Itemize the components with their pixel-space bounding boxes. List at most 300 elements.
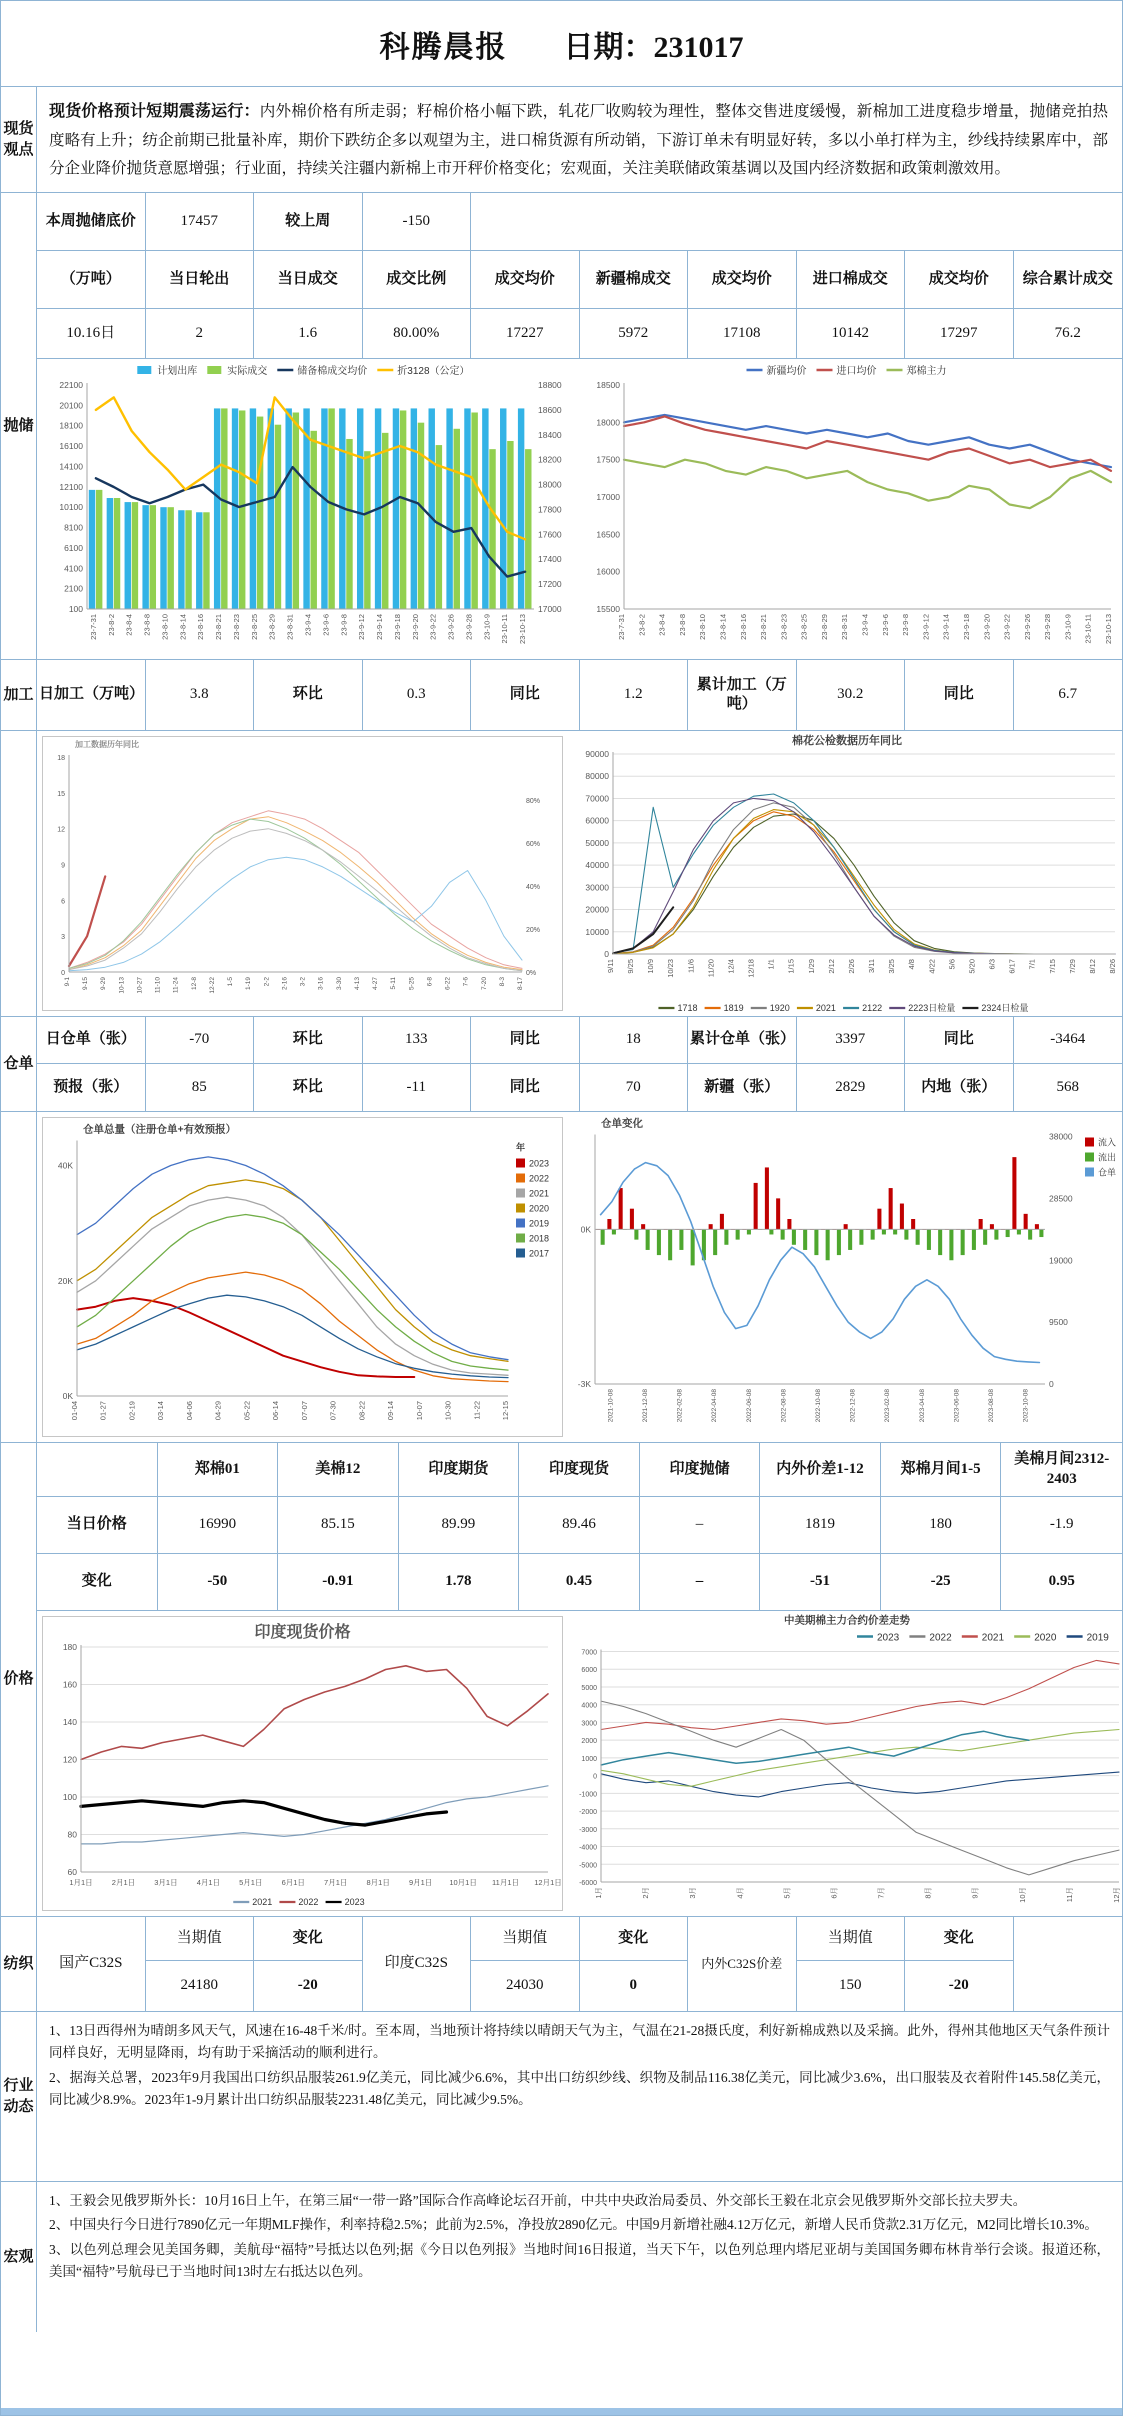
svg-text:2021-10-08: 2021-10-08 <box>607 1389 615 1423</box>
section-macro-news <box>1 2182 1122 2332</box>
price-col-india-reserve: 印度抛储 <box>640 1443 761 1496</box>
price-today-zc-spread: 180 <box>881 1497 1002 1553</box>
svg-text:储备棉成交均价: 储备棉成交均价 <box>297 366 368 378</box>
svg-text:04-06: 04-06 <box>184 1401 194 1421</box>
svg-text:23-8-4: 23-8-4 <box>124 614 134 636</box>
svg-text:10-13: 10-13 <box>118 977 126 994</box>
svg-text:03-14: 03-14 <box>156 1401 166 1421</box>
svg-text:23-9-4: 23-9-4 <box>860 614 870 636</box>
price-col-blank <box>37 1443 158 1496</box>
svg-text:20100: 20100 <box>59 400 83 411</box>
svg-text:08-22: 08-22 <box>357 1401 367 1421</box>
reserve-col-traded: 当日成交 <box>254 251 363 308</box>
price-change-us-spread: 0.95 <box>1048 1573 1075 1590</box>
c32s-spread-label: 内外C32S价差 <box>688 1917 797 2011</box>
daily-receipt-label: 日仓单（张） <box>37 1017 146 1063</box>
cumulative-receipt-value: 3397 <box>797 1017 906 1063</box>
price-col-zc-spread-1-5: 郑棉月间1-5 <box>881 1443 1002 1496</box>
processing-data-row <box>37 660 1122 730</box>
reserve-col-xj-avgprice: 成交均价 <box>688 251 797 308</box>
svg-text:14100: 14100 <box>59 461 83 472</box>
svg-text:2021: 2021 <box>981 1632 1005 1644</box>
svg-text:新疆均价: 新疆均价 <box>766 366 807 378</box>
page-bottom-bar <box>1 2408 1122 2415</box>
section-warehouse-receipts <box>1 1017 1122 1112</box>
svg-text:2018: 2018 <box>529 1233 550 1244</box>
svg-text:9: 9 <box>61 862 65 870</box>
forecast-yoy-label: 同比 <box>471 1064 580 1111</box>
svg-text:2021-12-08: 2021-12-08 <box>641 1389 649 1423</box>
price-change-zc01: -50 <box>158 1554 279 1610</box>
section-industry-news <box>1 2012 1122 2182</box>
svg-text:23-8-25: 23-8-25 <box>799 614 809 640</box>
receipt-mom-value: 133 <box>363 1017 472 1063</box>
warehouse-row-1 <box>37 1017 1122 1064</box>
svg-text:2022-02-08: 2022-02-08 <box>676 1389 684 1423</box>
svg-text:9-29: 9-29 <box>100 977 108 991</box>
svg-text:6-8: 6-8 <box>426 977 434 987</box>
svg-text:17400: 17400 <box>538 554 562 565</box>
india-spot-price-chart <box>42 1616 563 1911</box>
svg-text:2223日检量: 2223日检量 <box>908 1003 956 1014</box>
macro-news-item: 1、王毅会见俄罗斯外长：10月16日上午，在第三届“一带一路”国际合作高峰论坛召开前，中共中央政治局委员、外交部长王毅在北京会见俄罗斯外交部长拉夫罗夫。 <box>49 2193 1027 2209</box>
svg-text:10000: 10000 <box>585 926 609 937</box>
svg-text:10月: 10月 <box>1017 1887 1027 1903</box>
textile-empty-cell <box>1014 1917 1123 2011</box>
svg-text:17000: 17000 <box>538 604 562 615</box>
svg-text:30000: 30000 <box>585 882 609 893</box>
svg-text:8-17: 8-17 <box>517 977 524 991</box>
price-table-header-row <box>37 1443 1122 1497</box>
section-textile <box>1 1917 1122 2012</box>
svg-text:23-8-25: 23-8-25 <box>249 614 259 640</box>
svg-text:9月1日: 9月1日 <box>408 1878 433 1888</box>
svg-text:2023-02-08: 2023-02-08 <box>884 1389 892 1423</box>
india-c32s-change-label: 变化 <box>580 1917 688 1961</box>
reserve-wow-value: -150 <box>363 193 472 250</box>
svg-text:23-9-20: 23-9-20 <box>410 614 420 640</box>
price-today-us12: 85.15 <box>278 1497 399 1553</box>
svg-text:2023-08-08: 2023-08-08 <box>988 1389 996 1423</box>
textile-section-label: 纺织 <box>1 1917 37 2011</box>
textile-data-row <box>37 1917 1122 2011</box>
svg-text:-3K: -3K <box>577 1379 591 1390</box>
c32s-spread-current-label: 当期值 <box>797 1917 905 1961</box>
svg-text:3/11: 3/11 <box>867 959 877 974</box>
svg-text:40000: 40000 <box>585 860 609 871</box>
svg-text:23-9-22: 23-9-22 <box>1002 614 1012 640</box>
india-c32s-current-label: 当期值 <box>471 1917 579 1961</box>
processing-mom-label: 环比 <box>254 660 363 730</box>
price-today-india-reserve: – <box>640 1497 761 1553</box>
c32s-spread-change-value: -20 <box>948 1976 969 1993</box>
svg-text:计划出库: 计划出库 <box>157 366 198 378</box>
svg-text:3: 3 <box>61 934 65 942</box>
svg-text:23-9-22: 23-9-22 <box>428 614 438 640</box>
svg-text:1819: 1819 <box>723 1003 744 1014</box>
price-col-us-spread: 美棉月间2312-2403 <box>1014 1451 1110 1487</box>
svg-text:23-8-14: 23-8-14 <box>178 614 188 640</box>
price-today-india-spot: 89.46 <box>519 1497 640 1553</box>
svg-text:23-8-21: 23-8-21 <box>214 614 224 640</box>
cumulative-receipt-yoy-label: 同比 <box>905 1017 1014 1063</box>
processing-yoy-value: 1.2 <box>580 660 689 730</box>
svg-text:23-8-31: 23-8-31 <box>285 614 295 640</box>
spot-view-body: 内外棉价格有所走弱；籽棉价格小幅下跌，轧花厂收购较为理性，整体交售进度缓慢，新棉加工进度稳步增量，抛储竞拍热度略有上升；纺企前期已批量补库，期价下跌纺企多以观望为主，进口棉货源有所动销，下游订单未有明显好转，多以小单打样为主，纱线持续累库中，部分企业降价抛货意愿增强；行业面，持续关注疆内新棉上市开秤价格变化；宏观面，关注美联储政策基调以及国内经济数据和政策刺激效用。 <box>49 103 1108 178</box>
svg-text:4-13: 4-13 <box>353 977 361 991</box>
svg-text:22100: 22100 <box>59 380 83 391</box>
reserve-col-import-traded: 进口棉成交 <box>797 251 906 308</box>
india-c32s-current-value: 24030 <box>506 1976 544 1993</box>
svg-text:2000: 2000 <box>581 1738 597 1746</box>
svg-text:07-07: 07-07 <box>299 1401 309 1421</box>
domestic-c32s-label: 国产C32S <box>37 1917 146 2011</box>
section-processing-charts <box>1 731 1122 1017</box>
svg-text:2022-04-08: 2022-04-08 <box>711 1389 719 1423</box>
domestic-c32s-change-value: -20 <box>297 1976 318 1993</box>
svg-text:16000: 16000 <box>596 566 620 577</box>
processing-charts-label-spacer <box>1 731 37 1016</box>
reserve-col-xj-traded: 新疆棉成交 <box>580 251 689 308</box>
svg-text:2-2: 2-2 <box>263 977 271 987</box>
svg-text:8100: 8100 <box>64 522 83 533</box>
svg-text:5000: 5000 <box>581 1684 597 1692</box>
svg-text:20%: 20% <box>526 927 541 935</box>
reserve-col-offered: 当日轮出 <box>146 251 255 308</box>
svg-text:1718: 1718 <box>677 1003 698 1014</box>
svg-text:10/9: 10/9 <box>646 959 656 974</box>
svg-text:23-8-8: 23-8-8 <box>677 614 687 636</box>
reserve-xj-traded-cell: 5972 <box>580 309 689 358</box>
india-c32s-label: 印度C32S <box>363 1917 472 2011</box>
svg-text:01-27: 01-27 <box>98 1401 108 1421</box>
svg-text:6100: 6100 <box>64 542 83 553</box>
svg-text:23-8-23: 23-8-23 <box>231 614 241 640</box>
svg-text:2023-06-08: 2023-06-08 <box>953 1389 961 1423</box>
svg-text:4000: 4000 <box>581 1702 597 1710</box>
section-prices <box>1 1443 1122 1917</box>
svg-text:11-10: 11-10 <box>154 977 162 994</box>
svg-text:90000: 90000 <box>585 749 609 760</box>
svg-text:20000: 20000 <box>585 904 609 915</box>
svg-text:01-04: 01-04 <box>70 1401 79 1421</box>
warehouse-section-label: 仓单 <box>1 1017 37 1111</box>
svg-text:23-8-4: 23-8-4 <box>657 614 667 636</box>
svg-text:23-8-31: 23-8-31 <box>840 614 850 640</box>
processing-yoy-label: 同比 <box>471 660 580 730</box>
svg-text:7-6: 7-6 <box>462 977 470 987</box>
svg-text:18: 18 <box>57 755 65 763</box>
svg-text:23-8-8: 23-8-8 <box>142 614 152 636</box>
price-change-india-spot: 0.45 <box>519 1554 640 1610</box>
cotton-average-price-trend-chart <box>580 359 1123 659</box>
svg-text:12100: 12100 <box>59 481 83 492</box>
svg-text:3-16: 3-16 <box>317 977 325 991</box>
domestic-c32s-change-label: 变化 <box>254 1917 362 1961</box>
svg-text:6月: 6月 <box>829 1887 839 1899</box>
svg-text:9/25: 9/25 <box>626 959 636 974</box>
svg-text:18000: 18000 <box>538 479 562 490</box>
svg-text:17600: 17600 <box>538 529 562 540</box>
svg-text:23-8-16: 23-8-16 <box>196 614 206 640</box>
svg-text:23-8-2: 23-8-2 <box>637 614 647 636</box>
svg-text:折3128（公定）: 折3128（公定） <box>397 366 470 378</box>
svg-text:23-9-18: 23-9-18 <box>961 614 971 640</box>
svg-text:0: 0 <box>604 949 609 960</box>
daily-receipt-value: -70 <box>146 1017 255 1063</box>
price-change-zc-spread: -25 <box>881 1554 1002 1610</box>
svg-text:12月1日: 12月1日 <box>534 1878 562 1888</box>
svg-text:16100: 16100 <box>59 441 83 452</box>
svg-text:16500: 16500 <box>596 529 620 540</box>
svg-text:2022-12-08: 2022-12-08 <box>849 1389 857 1423</box>
svg-text:10-07: 10-07 <box>414 1401 424 1421</box>
svg-text:仓单变化: 仓单变化 <box>601 1117 643 1130</box>
svg-text:2023-04-08: 2023-04-08 <box>918 1389 926 1423</box>
svg-text:100: 100 <box>62 1792 77 1803</box>
svg-text:8/12: 8/12 <box>1087 959 1097 974</box>
svg-text:17500: 17500 <box>596 454 620 465</box>
svg-text:23-9-14: 23-9-14 <box>941 614 951 640</box>
svg-text:5/6: 5/6 <box>947 959 957 970</box>
svg-text:23-10-13: 23-10-13 <box>1104 614 1113 645</box>
svg-text:2023: 2023 <box>344 1897 365 1908</box>
svg-text:11/20: 11/20 <box>706 959 716 978</box>
svg-text:23-10-11: 23-10-11 <box>500 614 510 644</box>
svg-text:1月1日: 1月1日 <box>69 1878 93 1888</box>
svg-text:23-8-14: 23-8-14 <box>718 614 728 640</box>
svg-text:23-9-6: 23-9-6 <box>880 614 890 636</box>
reserve-charts-row <box>37 359 1122 659</box>
svg-text:9500: 9500 <box>1049 1317 1068 1328</box>
svg-text:3月1日: 3月1日 <box>154 1878 178 1888</box>
svg-text:2021: 2021 <box>815 1003 836 1014</box>
svg-text:23-9-26: 23-9-26 <box>1022 614 1032 640</box>
svg-text:3000: 3000 <box>581 1720 597 1728</box>
svg-text:23-8-2: 23-8-2 <box>106 614 116 636</box>
receipt-yoy-value: 18 <box>580 1017 689 1063</box>
svg-text:10100: 10100 <box>59 502 83 513</box>
svg-text:7/29: 7/29 <box>1067 959 1077 974</box>
warehouse-receipt-total-chart <box>42 1117 563 1437</box>
svg-text:年: 年 <box>516 1142 526 1153</box>
svg-text:3/25: 3/25 <box>887 959 897 974</box>
svg-text:1-5: 1-5 <box>227 977 235 987</box>
svg-text:23-8-10: 23-8-10 <box>698 614 708 640</box>
svg-text:120: 120 <box>62 1754 77 1765</box>
reserve-col-cumulative: 综合累计成交 <box>1022 270 1113 287</box>
cumulative-receipt-label: 累计仓单（张） <box>688 1017 797 1063</box>
svg-text:23-9-14: 23-9-14 <box>375 614 385 640</box>
svg-text:23-9-6: 23-9-6 <box>321 614 331 636</box>
warehouse-receipt-change-chart <box>565 1112 1123 1442</box>
svg-text:23-10-13: 23-10-13 <box>518 614 528 645</box>
svg-text:2022: 2022 <box>929 1632 952 1644</box>
svg-text:11-24: 11-24 <box>172 977 180 994</box>
svg-text:40K: 40K <box>57 1160 73 1171</box>
price-col-spread-1-12: 内外价差1-12 <box>760 1443 881 1496</box>
industry-news-text <box>37 2012 1122 2181</box>
svg-text:8月1日: 8月1日 <box>366 1878 390 1888</box>
svg-text:23-8-21: 23-8-21 <box>759 614 769 640</box>
svg-text:2022: 2022 <box>298 1897 319 1908</box>
svg-text:9-15: 9-15 <box>82 977 90 991</box>
svg-text:6-22: 6-22 <box>444 977 452 991</box>
svg-text:1/15: 1/15 <box>786 959 796 974</box>
svg-text:1/1: 1/1 <box>766 959 776 970</box>
svg-text:10-30: 10-30 <box>443 1401 453 1421</box>
svg-text:23-9-8: 23-9-8 <box>901 614 911 636</box>
svg-text:3-2: 3-2 <box>299 977 307 987</box>
svg-text:0%: 0% <box>526 970 537 978</box>
svg-text:23-8-29: 23-8-29 <box>267 614 277 640</box>
svg-text:23-10-11: 23-10-11 <box>1083 614 1093 644</box>
price-col-india-futures: 印度期货 <box>399 1443 520 1496</box>
china-us-futures-spread-chart <box>565 1611 1123 1916</box>
svg-text:80: 80 <box>67 1829 77 1840</box>
svg-text:17800: 17800 <box>538 504 562 515</box>
svg-text:23-8-10: 23-8-10 <box>160 614 170 640</box>
price-today-us-spread: -1.9 <box>1049 1516 1074 1533</box>
svg-text:4月: 4月 <box>735 1887 745 1899</box>
svg-text:9-1: 9-1 <box>64 977 71 987</box>
svg-text:12/18: 12/18 <box>746 959 756 978</box>
reserve-xj-avgprice-cell: 17108 <box>688 309 797 358</box>
reserve-table-header-row <box>37 251 1122 309</box>
svg-text:1/29: 1/29 <box>806 959 816 974</box>
svg-text:棉花公检数据历年同比: 棉花公检数据历年同比 <box>792 735 902 748</box>
svg-text:5月: 5月 <box>782 1887 792 1899</box>
svg-text:12-22: 12-22 <box>208 977 216 994</box>
svg-text:4/8: 4/8 <box>907 959 917 970</box>
svg-text:11月: 11月 <box>1064 1887 1074 1903</box>
svg-text:5-11: 5-11 <box>390 977 398 990</box>
svg-text:18800: 18800 <box>538 380 562 391</box>
section-reserve-auction <box>1 193 1122 660</box>
svg-text:2023: 2023 <box>877 1632 900 1644</box>
svg-text:2021: 2021 <box>529 1188 550 1199</box>
svg-text:23-7-31: 23-7-31 <box>617 614 626 640</box>
svg-text:2月: 2月 <box>641 1887 651 1899</box>
svg-text:6000: 6000 <box>581 1667 597 1675</box>
svg-text:2月1日: 2月1日 <box>111 1878 136 1888</box>
svg-text:2/12: 2/12 <box>826 959 836 974</box>
svg-text:50000: 50000 <box>585 837 609 848</box>
warehouse-row-2 <box>37 1064 1122 1111</box>
svg-text:160: 160 <box>62 1679 77 1690</box>
svg-text:23-7-31: 23-7-31 <box>88 614 98 640</box>
svg-text:2022: 2022 <box>529 1173 550 1184</box>
svg-text:6/3: 6/3 <box>987 959 997 970</box>
svg-text:7-20: 7-20 <box>480 977 488 991</box>
svg-text:2324日检量: 2324日检量 <box>981 1003 1029 1014</box>
svg-text:2022-06-08: 2022-06-08 <box>745 1389 753 1423</box>
svg-text:18600: 18600 <box>538 404 562 415</box>
spot-view-section-label: 现货观点 <box>1 87 37 192</box>
svg-text:2/26: 2/26 <box>846 959 856 974</box>
svg-text:23-9-8: 23-9-8 <box>339 614 349 636</box>
svg-text:郑棉主力: 郑棉主力 <box>906 366 947 378</box>
svg-text:1月: 1月 <box>594 1887 603 1899</box>
svg-text:5月1日: 5月1日 <box>239 1878 263 1888</box>
svg-text:2020: 2020 <box>529 1203 550 1214</box>
svg-text:10/23: 10/23 <box>666 959 676 978</box>
svg-text:0: 0 <box>593 1773 597 1781</box>
svg-text:进口均价: 进口均价 <box>836 366 877 378</box>
reserve-floor-price-label: 本周抛储底价 <box>37 193 146 250</box>
inland-receipt-value: 568 <box>1056 1078 1079 1095</box>
cumulative-yoy-value: 6.7 <box>1058 686 1078 703</box>
reserve-auction-section-label: 抛储 <box>1 193 37 659</box>
reserve-col-import-avgprice: 成交均价 <box>905 251 1014 308</box>
reserve-table-data-row <box>37 309 1122 359</box>
svg-text:18200: 18200 <box>538 454 562 465</box>
svg-text:60%: 60% <box>526 841 541 849</box>
forecast-receipt-value: 85 <box>146 1064 255 1111</box>
svg-text:-4000: -4000 <box>579 1844 597 1852</box>
macro-news-item: 2、中国央行今日进行7890亿元一年期MLF操作，利率持稳2.5%；此前为2.5%，净投放2890亿元。中国9月新增社融4.12万亿元，新增人民币贷款2.31万亿元，M2同比增长10.3%。 <box>49 2217 1098 2233</box>
reserve-col-ratio: 成交比例 <box>363 251 472 308</box>
svg-text:17000: 17000 <box>596 492 620 503</box>
svg-text:0: 0 <box>1049 1379 1054 1390</box>
svg-text:02-19: 02-19 <box>127 1401 137 1421</box>
svg-text:2019: 2019 <box>529 1218 550 1229</box>
svg-text:9月: 9月 <box>970 1887 980 1899</box>
domestic-c32s-current-value: 24180 <box>180 1976 218 1993</box>
price-change-spread-1-12: -51 <box>760 1554 881 1610</box>
svg-text:07-30: 07-30 <box>328 1401 338 1421</box>
svg-text:0: 0 <box>61 970 65 978</box>
svg-text:23-10-9: 23-10-9 <box>482 614 492 640</box>
price-change-label: 变化 <box>37 1554 158 1610</box>
svg-text:05-22: 05-22 <box>242 1401 252 1421</box>
report-title: 科腾晨报 <box>379 30 508 64</box>
reserve-ratio-cell: 80.00% <box>363 309 472 358</box>
price-col-zc01: 郑棉01 <box>158 1443 279 1496</box>
price-today-label: 当日价格 <box>37 1497 158 1553</box>
spot-view-lead: 现货价格预计短期震荡运行： <box>49 103 260 120</box>
reserve-wow-label: 较上周 <box>254 193 363 250</box>
reserve-import-traded-cell: 10142 <box>797 309 906 358</box>
svg-text:11/6: 11/6 <box>686 959 696 974</box>
cumulative-yoy-label: 同比 <box>905 660 1014 730</box>
svg-text:04-29: 04-29 <box>213 1401 223 1421</box>
svg-text:23-9-4: 23-9-4 <box>303 614 313 636</box>
svg-text:8月: 8月 <box>923 1887 933 1899</box>
svg-text:仓单总量（注册仓单+有效预报）: 仓单总量（注册仓单+有效预报） <box>83 1123 237 1136</box>
svg-text:7月1日: 7月1日 <box>324 1878 348 1888</box>
reserve-avgprice-cell: 17227 <box>471 309 580 358</box>
svg-text:实际成交: 实际成交 <box>227 366 268 378</box>
svg-text:-6000: -6000 <box>579 1880 597 1888</box>
svg-text:中美期棉主力合约价差走势: 中美期棉主力合约价差走势 <box>784 1614 910 1627</box>
svg-text:2122: 2122 <box>862 1003 883 1014</box>
price-today-india-futures: 89.99 <box>399 1497 520 1553</box>
section-spot-view <box>1 87 1122 193</box>
reserve-auction-volume-price-chart <box>37 359 580 659</box>
svg-text:-1000: -1000 <box>579 1791 597 1799</box>
svg-text:9/11: 9/11 <box>606 959 615 974</box>
svg-text:11-22: 11-22 <box>472 1401 482 1420</box>
macro-news-item: 3、以色列总理会见美国务卿，美航母“福特”号抵达以色列;据《今日以色列报》当地时间16日报道，当天下午，以色列总理内塔尼亚胡与美国国务卿布林肯举行会谈。报道还称，美国“福特”号航母已于当地时间13时左右抵达以色列。 <box>49 2241 1110 2279</box>
cotton-inspection-yearly-comparison-chart <box>565 731 1123 1016</box>
svg-text:7000: 7000 <box>581 1649 597 1657</box>
svg-text:23-9-18: 23-9-18 <box>392 614 402 640</box>
svg-text:2-16: 2-16 <box>281 977 289 991</box>
price-charts-row <box>37 1611 1122 1916</box>
svg-text:15500: 15500 <box>596 604 620 615</box>
price-change-row <box>37 1554 1122 1611</box>
